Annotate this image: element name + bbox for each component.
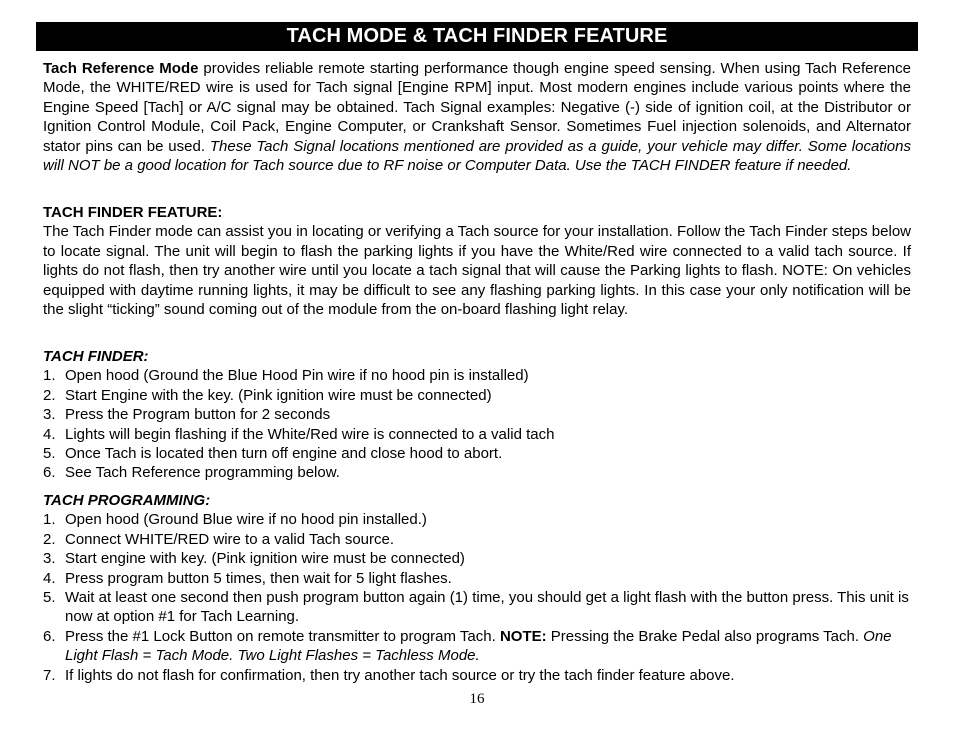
step-number: 4. <box>43 425 56 443</box>
step-number: 7. <box>43 666 56 684</box>
note-label: NOTE: <box>499 627 547 645</box>
step-text: See Tach Reference programming below. <box>65 464 340 482</box>
tach-programming-heading: TACH PROGRAMMING: <box>43 492 211 509</box>
list-item <box>43 444 911 463</box>
list-item <box>43 366 911 385</box>
step-text: Open hood (Ground Blue wire if no hood pin installed.) <box>65 511 427 529</box>
intro-italic-note: These Tach Signal locations mentioned are provided as a guide, your vehicle may differ. Some locations will NOT be a good location for Tach source due to RF noise or Computer Data. Use the TACH FINDER feature if needed. <box>43 137 911 175</box>
step-text: Connect WHITE/RED wire to a valid Tach source. <box>65 530 395 548</box>
tach-finder-heading: TACH FINDER: <box>43 348 149 365</box>
page-number: 16 <box>469 691 485 707</box>
step-number: 2. <box>43 386 56 404</box>
tach-finder-steps <box>43 366 911 482</box>
step-text: Press program button 5 times, then wait for 5 light flashes. <box>65 569 452 587</box>
step-number: 4. <box>43 569 56 587</box>
list-item <box>43 588 911 627</box>
step-number: 3. <box>43 550 56 568</box>
intro-lead: Tach Reference Mode <box>43 60 199 77</box>
intro-body: provides reliable remote starting performance though engine speed sensing. When using Tach Reference Mode, the WHITE/RED wire is used for Tach signal [Engine RPM] input. Most modern engines include various points where the Engine Speed [Tach] or A/C signal may be obtained. Tach Signal examples: Negative (-) side of ignition coil, at the Distributor or Ignition Control Module, Coil Pack, Engine Computer, or Crankshaft Sensor. Sometimes Fuel injection solenoids, and Alternator stator pins can be used. <box>43 60 911 155</box>
step-text: Press the Program button for 2 seconds <box>65 406 331 424</box>
step-text: Wait at least one second then push program button again (1) time, you should get a light flash with the button press. This unit is now at option #1 for Tach Learning. <box>65 589 909 626</box>
step-text: Open hood (Ground the Blue Hood Pin wire if no hood pin is installed) <box>65 367 529 385</box>
list-item <box>43 425 911 444</box>
step-number: 5. <box>43 589 56 607</box>
intro-paragraph <box>43 59 911 175</box>
list-item <box>43 530 911 549</box>
tach-finder-feature-section <box>43 203 911 319</box>
list-item <box>43 627 911 666</box>
tach-finder-section <box>43 347 911 483</box>
tach-programming-steps <box>43 510 911 685</box>
tach-programming-section <box>43 491 911 685</box>
step-text: Start engine with key. (Pink ignition wire must be connected) <box>65 550 465 568</box>
section-title-banner: TACH MODE & TACH FINDER FEATURE <box>36 22 918 51</box>
step-text: Once Tach is located then turn off engine and close hood to abort. <box>65 445 503 463</box>
list-item <box>43 666 911 685</box>
step-number: 3. <box>43 406 56 424</box>
step-text: If lights do not flash for confirmation, then try another tach source or try the tach finder feature above. <box>65 666 735 684</box>
step-number: 5. <box>43 445 56 463</box>
step-number: 1. <box>43 511 56 529</box>
list-item <box>43 386 911 405</box>
list-item <box>43 569 911 588</box>
tach-finder-feature-body: The Tach Finder mode can assist you in locating or verifying a Tach source for your installation. Follow the Tach Finder steps below to locate signal. The unit will begin to flash the parking lights if you have the White/Red wire connected to a valid tach source. If lights do not flash, then try another wire until you locate a tach signal that will cause the Parking lights to flash. NOTE: On vehicles equipped with daytime running lights, it may be difficult to see any flashing parking lights. In this case your only notification will be the slight “ticking” sound coming out of the module from the on-board flashing light relay. <box>43 223 911 319</box>
tach-finder-feature-heading: TACH FINDER FEATURE: <box>43 204 223 221</box>
flash-mode-legend: One Light Flash = Tach Mode. Two Light Flashes = Tachless Mode. <box>65 627 892 665</box>
step-number: 2. <box>43 530 56 548</box>
step-text: Lights will begin flashing if the White/Red wire is connected to a valid tach <box>65 425 555 443</box>
list-item <box>43 405 911 424</box>
step-text: Press the #1 Lock Button on remote transmitter to program Tach. <box>65 627 500 645</box>
note-text: Pressing the Brake Pedal also programs Tach. <box>546 627 864 645</box>
step-number: 6. <box>43 464 56 482</box>
step-number: 6. <box>43 627 56 645</box>
step-text: Start Engine with the key. (Pink ignition wire must be connected) <box>65 386 492 404</box>
list-item <box>43 510 911 529</box>
list-item <box>43 463 911 482</box>
list-item <box>43 549 911 568</box>
step-number: 1. <box>43 367 56 385</box>
